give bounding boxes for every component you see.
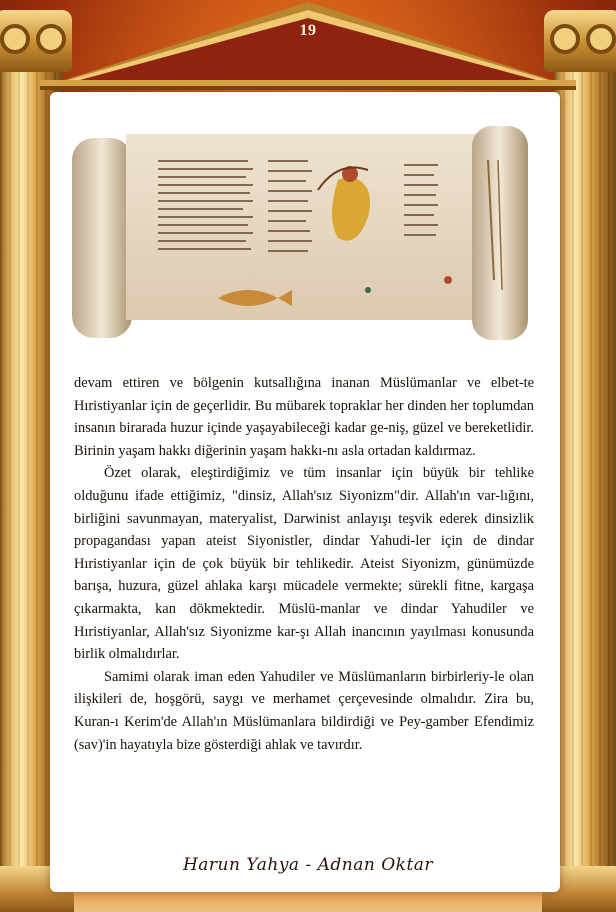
right-column-decoration [554, 40, 616, 912]
pediment-decoration [40, 0, 576, 90]
paragraph: Samimi olarak iman eden Yahudiler ve Müslümanların birbirleriy-le olan ilişkileri de, hoşgörü, saygı ve merhamet çerçevesinde olmalıdır. Zira bu, Kuran-ı Kerim'de Allah'ın Müslümanlara bildirdiği ve Pey-gamber Efendimiz (sav)'in hayatıyla bize gösterdiği ahlak ve tavırdır. [74, 668, 534, 753]
torah-scroll-illustration [68, 120, 533, 350]
body-text [74, 372, 534, 756]
paragraph: Özet olarak, eleştirdiğimiz ve tüm insanlar için büyük bir tehlike olduğunu ifade ettiğimiz, "dinsiz, Allah'sız Siyonizm"dir. Allah'ın var-lığını, birliğini savunmayan, materyalist, Darwinist anlayışı teşvik ederek dinsizlik propagandası yapan ateist Siyonistler, dindar Yahudi-ler için de dindar Hıristiyanlar için de çok büyük bir tehlikedir. Ateist Siyonizm, günümüzde barışa, huzura, güzel ahlaka karşı mücadele vermekte; sürekli fitne, kargaşa çıkarmakta, kan dökmektedir. Müslü-manlar ve dindar Yahudiler ve Hıristiyanlar, Allah'sız Siyonizme kar-şı Allah inancının yayılması konusunda birlik olmalıdırlar. [74, 465, 534, 663]
page-number: 19 [299, 22, 317, 39]
paragraph: devam ettiren ve bölgenin kutsallığına inanan Müslümanlar ve elbet-te Hıristiyanlar için de geçerlidir. Bu mübarek topraklar her dinden her toplumdan insanın birarada huzur içinde yaşayabileceği kadar ge-niş, güzel ve bereketlidir. Birinin yaşam hakkı diğerinin yaşam hakkı-nı asla ortadan kaldırmaz. [74, 375, 534, 459]
footer-author: Harun Yahya - Adnan Oktar [182, 855, 434, 875]
